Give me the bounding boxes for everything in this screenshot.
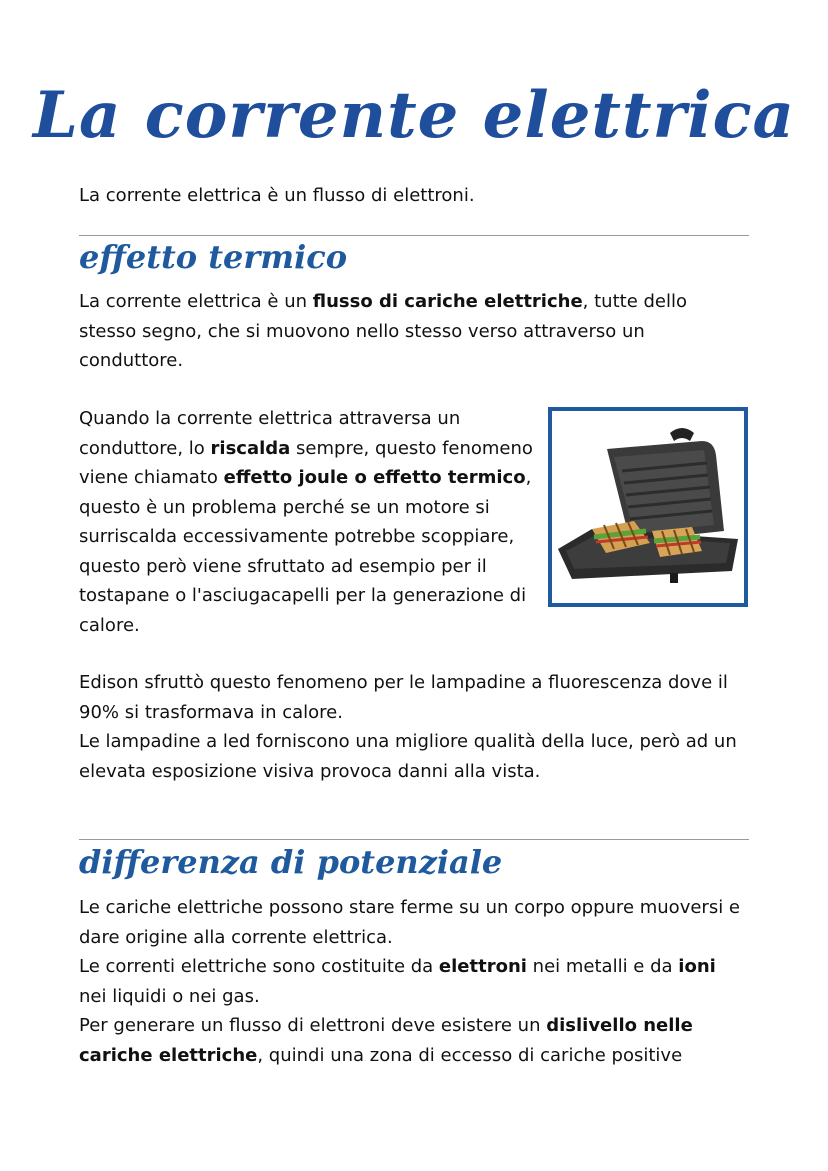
text: Per generare un flusso di elettroni deve esistere un [79,1015,547,1036]
bold-text: flusso di cariche elettriche [312,291,583,312]
bold-text: ioni [678,956,716,977]
foot [670,573,678,583]
handle [670,428,694,441]
text: Edison sfruttò questo fenomeno per le lampadine a fluorescenza dove il 90% si trasformava in calore. [79,672,728,723]
text: La corrente elettrica è un [79,291,313,312]
text: , tutte dello stesso segno, che si muovono nello stesso verso attraverso un conduttore. [79,291,688,371]
paragraph-definition [79,287,709,376]
sandwich-maker-image [548,407,748,607]
bold-text: effetto joule o effetto termico [223,467,526,488]
divider [79,839,749,840]
section-heading-differenza-di-potenziale: differenza di potenziale [79,843,503,881]
divider [79,235,749,236]
page-title: La corrente elettrica [33,78,795,153]
text: , questo è un problema perché se un motore si surriscalda eccessivamente potrebbe scoppiare, questo però viene sfruttato ad esempio per il tostapane o l'asciugacapelli per la generazione di calore. [79,467,532,636]
bold-text: elettroni [438,956,527,977]
text: , quindi una zona di eccesso di cariche positive [257,1044,683,1066]
paragraph-joule [79,404,534,640]
sandwich-maker-illustration [552,411,744,603]
bold-text: riscalda [210,437,291,459]
text: nei liquidi o nei gas. [79,985,260,1007]
bold-text: dislivello nelle cariche elettriche [79,1015,693,1066]
text: nei metalli e da [526,956,679,977]
text: Le correnti elettriche sono costituite da [79,956,439,977]
section-heading-effetto-termico: effetto termico [79,238,348,276]
text: Le cariche elettriche possono stare ferme su un corpo oppure muoversi e dare origine alla corrente elettrica. [79,897,740,948]
paragraph-potenziale [79,893,749,1070]
text: Quando la corrente elettrica attraversa un conduttore, lo [79,408,461,459]
intro-text: La corrente elettrica è un flusso di elettroni. [79,185,475,206]
paragraph-edison [79,668,739,786]
text: sempre, questo fenomeno viene chiamato [79,437,533,488]
text: Le lampadine a led forniscono una migliore qualità della luce, però ad un elevata esposizione visiva provoca danni alla vista. [79,731,737,782]
